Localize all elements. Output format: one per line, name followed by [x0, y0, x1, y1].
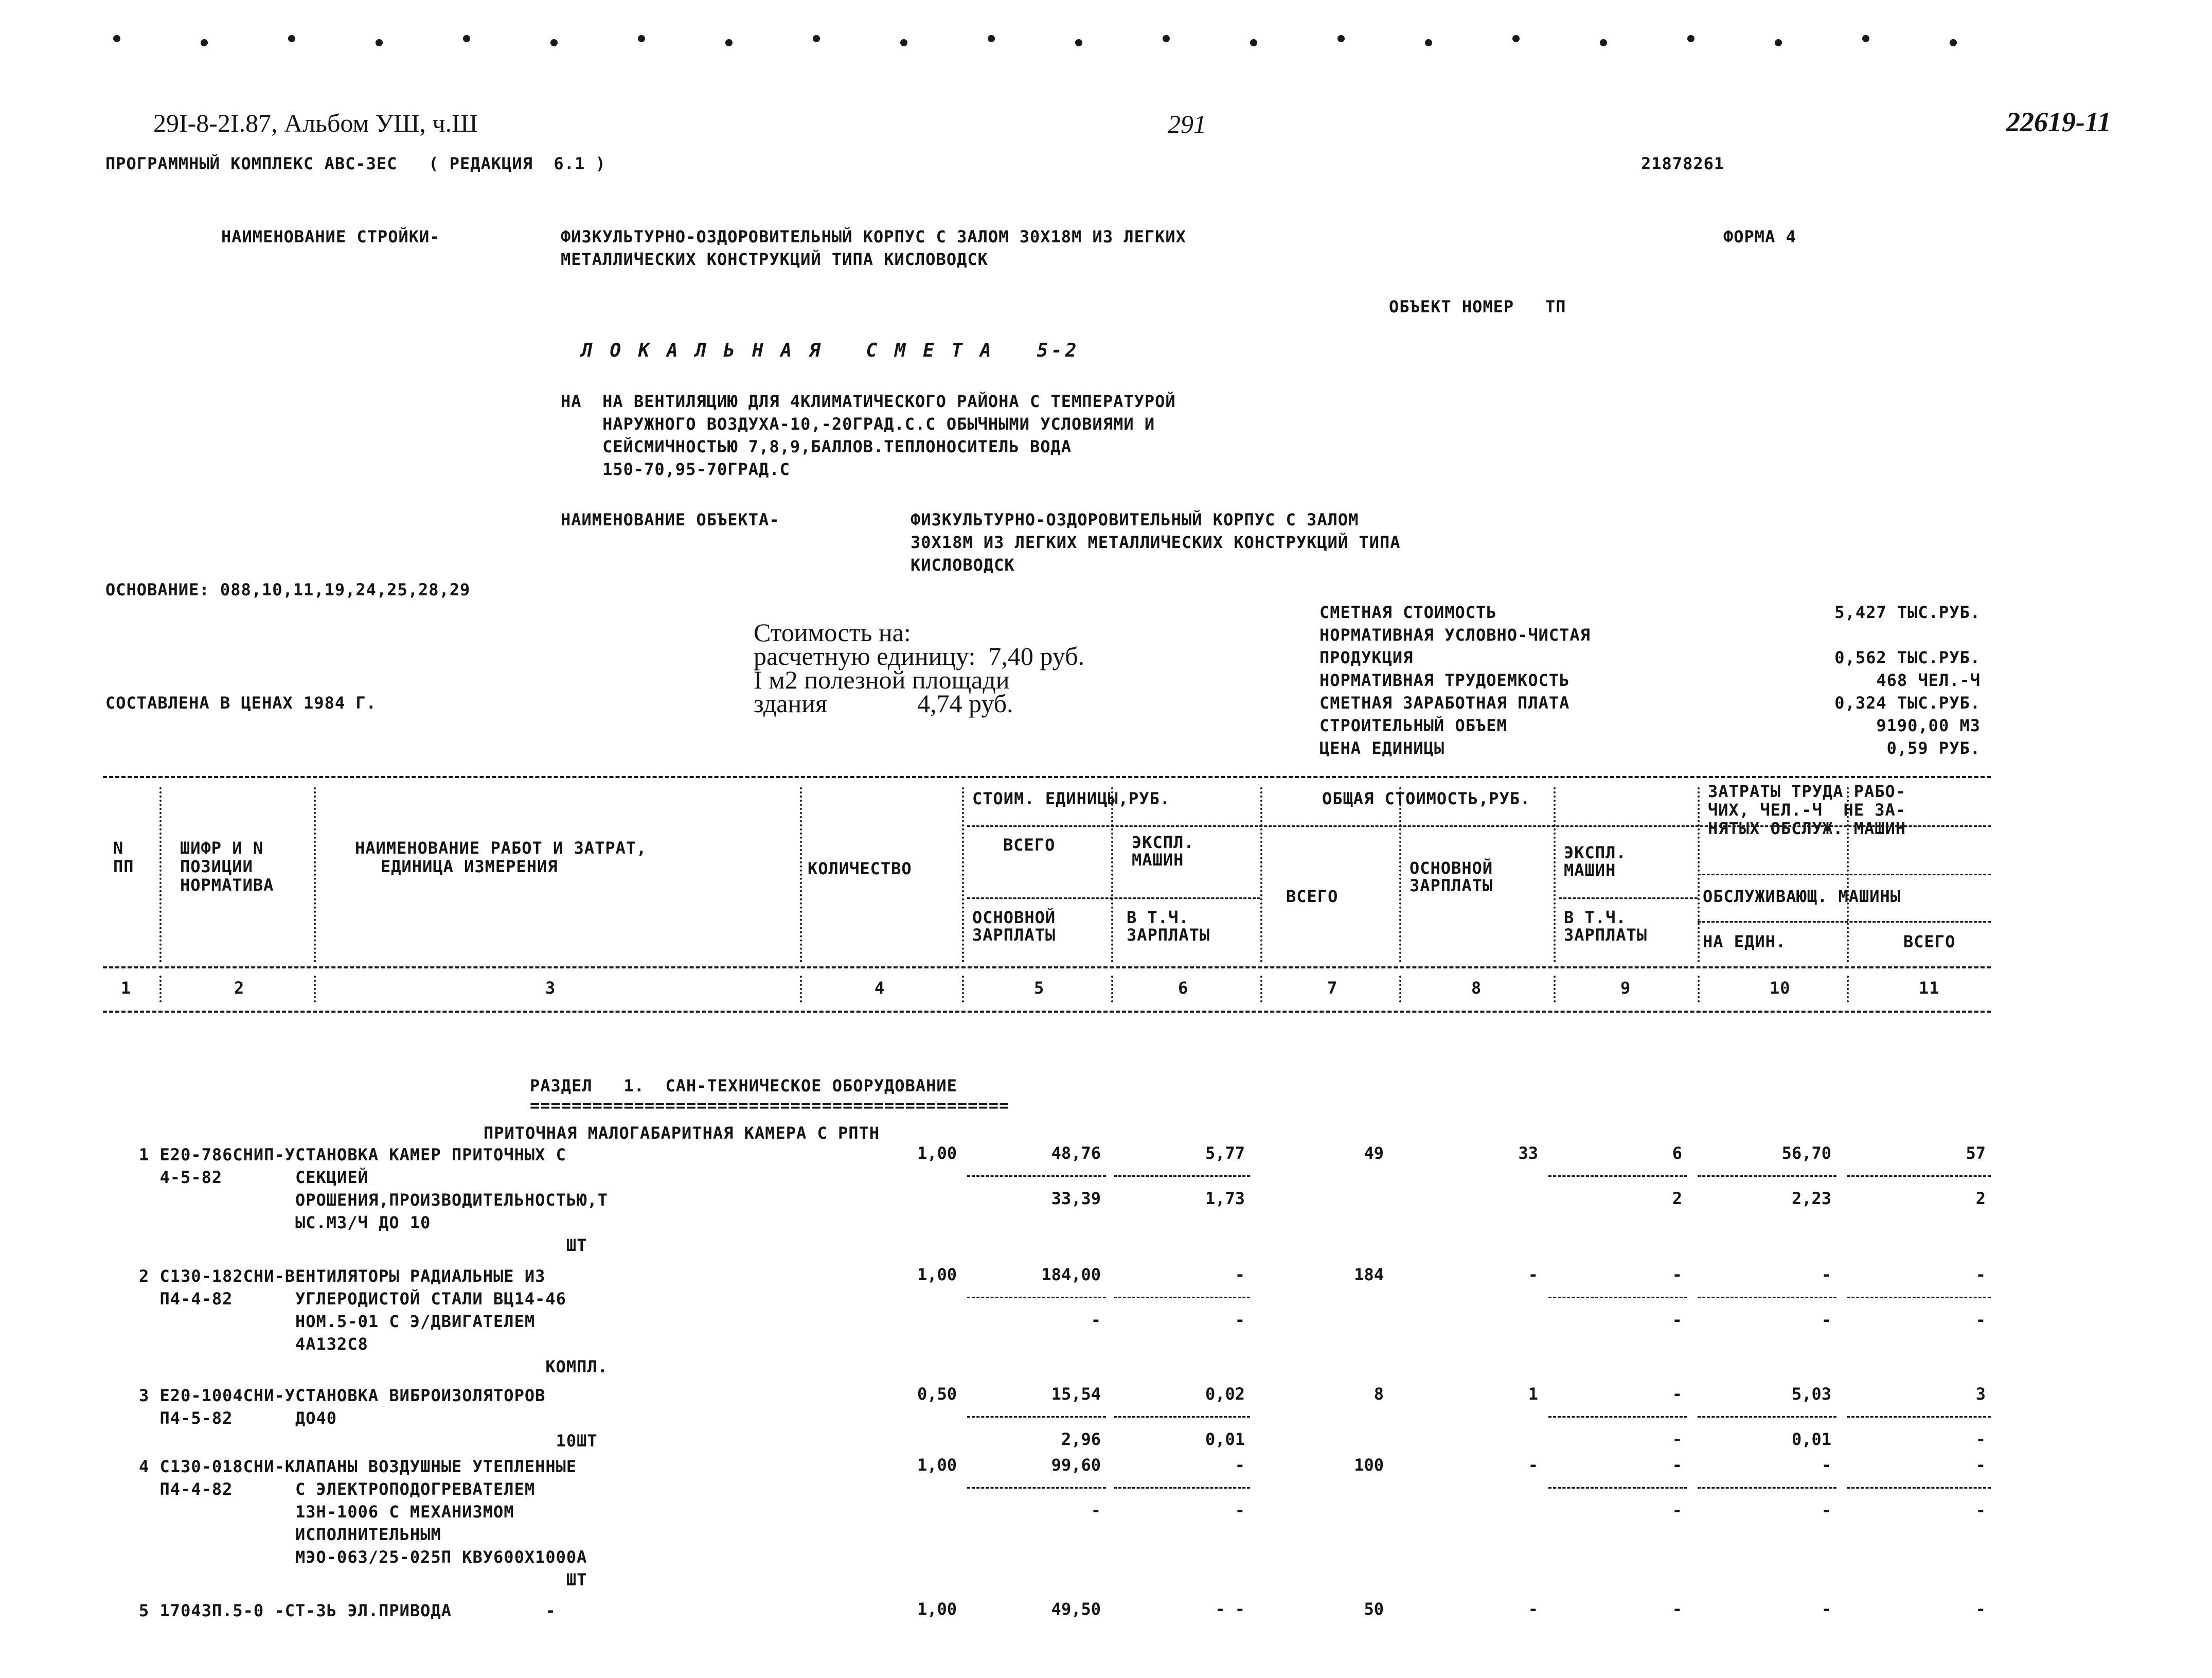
column-separator — [1260, 976, 1262, 1002]
row-wage-value: 2,96 — [1061, 1429, 1101, 1449]
unit-total-header: ВСЕГО — [1003, 835, 1056, 855]
header-labor-subrule-2 — [1698, 921, 1991, 923]
row-subtotal-rule — [1114, 1297, 1250, 1298]
row-text-line: 10ШТ — [139, 1431, 598, 1451]
perforation-dot — [638, 35, 645, 42]
row-machine-wage-value: 1,73 — [1205, 1189, 1245, 1208]
cost-box — [754, 597, 1084, 739]
row-subtotal-rule — [967, 1297, 1106, 1298]
row-value-c10: - — [1821, 1599, 1831, 1619]
row-labor-per-unit: 0,01 — [1791, 1429, 1831, 1449]
row-subtotal-rule — [967, 1416, 1106, 1418]
row-text-line: П4-5-82 ДО40 — [139, 1408, 337, 1428]
row-text-line: 4А132С8 — [139, 1334, 368, 1354]
header-machines-subrule — [1559, 897, 1698, 899]
row-value-c11: 3 — [1975, 1384, 1986, 1404]
row-subtotal-rule — [967, 1487, 1106, 1489]
row-subtotal-rule — [1698, 1175, 1836, 1177]
row-text-line: НОМ.5-01 С Э/ДВИГАТЕЛЕМ — [139, 1312, 536, 1331]
row-subtotal-rule — [1548, 1297, 1687, 1298]
row-labor-per-unit: - — [1821, 1310, 1831, 1330]
labor-total-header: ВСЕГО — [1903, 932, 1956, 951]
column-separator — [1399, 787, 1401, 962]
perforation-dot — [550, 39, 558, 46]
row-value-c7: 50 — [1364, 1599, 1384, 1619]
column-separator — [314, 787, 316, 962]
summary-labels — [1319, 601, 1591, 759]
row-text-line: 1 Е20-786СНИП-УСТАНОВКА КАМЕР ПРИТОЧНЫХ С — [139, 1145, 566, 1164]
row-value-c8: - — [1528, 1455, 1538, 1475]
row-text-line: ШТ — [139, 1570, 587, 1589]
construction-value-1: ФИЗКУЛЬТУРНО-ОЗДОРОВИТЕЛЬНЫЙ КОРПУС С ЗАЛОМ 30Х18М ИЗ ЛЕГКИХ — [561, 227, 1186, 246]
row-subtotal-rule — [1114, 1416, 1250, 1418]
perforation-dot — [376, 39, 383, 46]
row-machine-wage-value: 0,01 — [1205, 1429, 1245, 1449]
row-total-machine-wage: - — [1672, 1310, 1682, 1330]
column-separator — [1554, 787, 1556, 962]
form-number: ФОРМА 4 — [1723, 227, 1796, 246]
row-value-c11: 57 — [1966, 1143, 1986, 1163]
purpose-line-3: СЕЙСМИЧНОСТЬЮ 7,8,9,БАЛЛОВ.ТЕПЛОНОСИТЕЛЬ ВОДА — [561, 437, 1072, 456]
row-subtotal-rule — [967, 1175, 1106, 1177]
perforation-dot — [1512, 35, 1520, 42]
purpose-line-2: НАРУЖНОГО ВОЗДУХА-10,-20ГРАД.С.С ОБЫЧНЫМИ УСЛОВИЯМИ И — [561, 414, 1155, 434]
row-value-c11: - — [1975, 1265, 1986, 1284]
perforation-dot — [1862, 35, 1869, 42]
album-reference: 29I-8-2I.87, Альбом УШ, ч.Ш — [153, 109, 478, 137]
row-value-c5: 184,00 — [1041, 1265, 1101, 1284]
row-value-c9: - — [1672, 1599, 1682, 1619]
column-separator — [962, 787, 964, 962]
perforation-dot — [201, 39, 208, 46]
labor-per-unit-header: НА ЕДИН. — [1703, 932, 1787, 951]
total-machine-wage-header: В Т.Ч. ЗАРПЛАТЫ — [1564, 908, 1648, 945]
col-code-header: ШИФР И N ПОЗИЦИИ НОРМАТИВА — [180, 838, 274, 895]
perforation-dot — [1950, 39, 1957, 46]
column-separator — [1847, 976, 1849, 1002]
row-text-line: 4 С130-018СНИ-КЛАПАНЫ ВОЗДУШНЫЕ УТЕПЛЕННЫЕ — [139, 1457, 577, 1476]
object-number: ОБЪЕКТ НОМЕР ТП — [1389, 297, 1566, 316]
summary-value: 468 ЧЕЛ.-Ч — [1876, 670, 1981, 690]
section-title: РАЗДЕЛ 1. САН-ТЕХНИЧЕСКОЕ ОБОРУДОВАНИЕ — [530, 1076, 957, 1096]
total-machines-header: ЭКСПЛ. МАШИН — [1564, 843, 1627, 880]
perforation-dot — [725, 39, 733, 46]
perforation-dot — [988, 35, 995, 42]
row-text-line: П4-4-82 С ЭЛЕКТРОПОДОГРЕВАТЕЛЕМ — [139, 1479, 536, 1499]
construction-label: НАИМЕНОВАНИЕ СТРОЙКИ- — [221, 227, 440, 246]
table-row — [139, 1265, 608, 1378]
column-number: 5 — [1034, 978, 1045, 998]
labor-machines-header: ОБСЛУЖИВАЮЩ. МАШИНЫ — [1703, 887, 1901, 906]
column-number: 9 — [1620, 978, 1631, 998]
row-text-line: 2 С130-182СНИ-ВЕНТИЛЯТОРЫ РАДИАЛЬНЫЕ ИЗ — [139, 1266, 546, 1286]
perforation-dot — [113, 35, 120, 42]
table-bottom-rule — [103, 1011, 1991, 1013]
row-machine-wage-value: - — [1235, 1500, 1245, 1520]
row-value-c11: - — [1975, 1455, 1986, 1475]
perforation-dot — [1075, 39, 1082, 46]
row-labor-total: - — [1975, 1429, 1986, 1449]
row-wage-value: - — [1091, 1310, 1101, 1330]
cost-line-3: I м2 полезной площади — [754, 665, 1010, 694]
row-quantity: 0,50 — [917, 1384, 957, 1404]
object-value-1: ФИЗКУЛЬТУРНО-ОЗДОРОВИТЕЛЬНЫЙ КОРПУС С ЗАЛОМ — [911, 510, 1359, 529]
column-number: 3 — [545, 978, 556, 998]
col-quantity-header: КОЛИЧЕСТВО — [808, 859, 912, 878]
summary-value: 0,59 РУБ. — [1886, 738, 1981, 758]
cost-line-4: здания 4,74 руб. — [754, 689, 1013, 718]
row-text-line: 4-5-82 СЕКЦИЕЙ — [139, 1168, 368, 1187]
row-subtotal-rule — [1114, 1175, 1250, 1177]
column-number: 10 — [1770, 978, 1791, 998]
column-separator — [800, 976, 802, 1002]
column-separator — [1111, 976, 1113, 1002]
row-subtotal-rule — [1548, 1175, 1687, 1177]
row-wage-value: 33,39 — [1051, 1189, 1101, 1208]
table-header-rule — [103, 966, 1991, 968]
row-value-c5: 15,54 — [1051, 1384, 1101, 1404]
row-text-line: ЫС.М3/Ч ДО 10 — [139, 1213, 431, 1232]
perforation-dot — [900, 39, 907, 46]
summary-label: ПРОДУКЦИЯ — [1319, 648, 1414, 667]
row-value-c6: - - — [1215, 1599, 1245, 1619]
total-cost-header: ОБЩАЯ СТОИМОСТЬ,РУБ. — [1322, 789, 1531, 808]
row-text-line: 3 Е20-1004СНИ-УСТАНОВКА ВИБРОИЗОЛЯТОРОВ — [139, 1386, 546, 1405]
column-number: 11 — [1919, 978, 1940, 998]
unit-cost-header: СТОИМ. ЕДИНИЦЫ,РУБ. — [972, 789, 1171, 808]
summary-label: НОРМАТИВНАЯ УСЛОВНО-ЧИСТАЯ — [1319, 625, 1591, 645]
row-text-line: КОМПЛ. — [139, 1357, 608, 1376]
row-value-c7: 184 — [1354, 1265, 1384, 1284]
column-separator — [1554, 976, 1556, 1002]
row-value-c6: 0,02 — [1205, 1384, 1245, 1404]
row-value-c9: - — [1672, 1384, 1682, 1404]
unit-machines-header: ЭКСПЛ. МАШИН — [1132, 833, 1194, 870]
row-total-machine-wage: - — [1672, 1429, 1682, 1449]
section-underline: ============================================== — [530, 1096, 1010, 1115]
column-separator — [1111, 787, 1113, 962]
row-text-line: ШТ — [139, 1235, 587, 1255]
row-wage-value: - — [1091, 1500, 1101, 1520]
row-text-line: ИСПОЛНИТЕЛЬНЫМ — [139, 1525, 441, 1544]
header-labor-subrule — [1698, 874, 1991, 875]
perforation-dot — [1687, 35, 1694, 42]
table-row — [139, 1599, 556, 1622]
program-line: ПРОГРАММНЫЙ КОМПЛЕКС АВС-3ЕС ( РЕДАКЦИЯ 6.1 ) — [105, 154, 606, 173]
row-text-line: П4-4-82 УГЛЕРОДИСТОЙ СТАЛИ ВЦ14-46 — [139, 1289, 566, 1309]
row-subtotal-rule — [1114, 1487, 1250, 1489]
row-value-c10: 56,70 — [1781, 1143, 1831, 1163]
perforation-dot — [463, 35, 470, 42]
table-row — [139, 1455, 587, 1591]
perforation-dot — [1163, 35, 1170, 42]
row-value-c9: - — [1672, 1265, 1682, 1284]
row-labor-per-unit: - — [1821, 1500, 1831, 1520]
summary-value: 9190,00 М3 — [1876, 716, 1981, 735]
header-subrule — [967, 825, 1991, 827]
column-number: 2 — [234, 978, 245, 998]
col-name-header: НАИМЕНОВАНИЕ РАБОТ И ЗАТРАТ, ЕДИНИЦА ИЗМЕРЕНИЯ — [355, 838, 647, 876]
program-code: 21878261 — [1641, 154, 1725, 173]
row-value-c6: - — [1235, 1265, 1245, 1284]
perforation-dot — [1337, 35, 1345, 42]
summary-label: ЦЕНА ЕДИНИЦЫ — [1319, 738, 1445, 758]
column-separator — [1399, 976, 1401, 1002]
summary-value: 0,562 ТЫС.РУБ. — [1834, 648, 1981, 667]
row-value-c8: 1 — [1528, 1384, 1538, 1404]
row-text-line: 13Н-1006 С МЕХАНИЗМОМ — [139, 1502, 514, 1522]
row-value-c6: 5,77 — [1205, 1143, 1245, 1163]
perforation-dot — [288, 35, 295, 42]
column-number: 8 — [1471, 978, 1482, 998]
row-value-c8: - — [1528, 1599, 1538, 1619]
summary-value — [1646, 624, 1981, 646]
row-value-c10: - — [1821, 1265, 1831, 1284]
row-labor-total: - — [1975, 1310, 1986, 1330]
basis-line: ОСНОВАНИЕ: 088,10,11,19,24,25,28,29 — [105, 580, 471, 599]
labor-header: ЗАТРАТЫ ТРУДА РАБО- ЧИХ, ЧЕЛ.-Ч НЕ ЗА- НЯТЫХ ОБСЛУЖ. МАШИН — [1708, 782, 1906, 838]
row-value-c7: 100 — [1354, 1455, 1384, 1475]
row-total-machine-wage: 2 — [1672, 1189, 1682, 1208]
row-value-c5: 99,60 — [1051, 1455, 1101, 1475]
row-text-line: ОРОШЕНИЯ,ПРОИЗВОДИТЕЛЬНОСТЬЮ,Т — [139, 1190, 608, 1210]
purpose-line-1: НА НА ВЕНТИЛЯЦИЮ ДЛЯ 4КЛИМАТИЧЕСКОГО РАЙОНА С ТЕМПЕРАТУРОЙ — [561, 392, 1176, 411]
row-value-c7: 49 — [1364, 1143, 1384, 1163]
perforation-dot — [1600, 39, 1607, 46]
cost-line-2: расчетную единицу: 7,40 руб. — [754, 642, 1085, 670]
row-value-c11: - — [1975, 1599, 1986, 1619]
column-number: 6 — [1178, 978, 1189, 998]
summary-label: СМЕТНАЯ ЗАРАБОТНАЯ ПЛАТА — [1319, 693, 1570, 713]
summary-label: СТРОИТЕЛЬНЫЙ ОБЪЕМ — [1319, 716, 1507, 735]
table-row — [139, 1143, 608, 1257]
perforation-dot — [1425, 39, 1432, 46]
row-value-c6: - — [1235, 1455, 1245, 1475]
price-basis-line: СОСТАВЛЕНА В ЦЕНАХ 1984 Г. — [105, 693, 377, 713]
row-labor-per-unit: 2,23 — [1791, 1189, 1831, 1208]
column-separator — [1260, 787, 1262, 962]
column-separator — [159, 976, 162, 1002]
perforation-dot — [1250, 39, 1257, 46]
page-number: 291 — [1168, 110, 1206, 138]
row-labor-total: 2 — [1975, 1189, 1986, 1208]
row-total-machine-wage: - — [1672, 1500, 1682, 1520]
table-row — [139, 1384, 598, 1452]
row-subtotal-rule — [1847, 1175, 1991, 1177]
row-text-line: МЭО-063/25-025П КВУ600Х1000А — [139, 1547, 587, 1567]
row-machine-wage-value: - — [1235, 1310, 1245, 1330]
cost-line-1: Стоимость на: — [754, 618, 911, 647]
row-labor-total: - — [1975, 1500, 1986, 1520]
row-quantity: 1,00 — [917, 1143, 957, 1163]
column-number: 4 — [875, 978, 885, 998]
row-value-c8: - — [1528, 1265, 1538, 1284]
row-subtotal-rule — [1698, 1297, 1836, 1298]
header-unit-subrule — [967, 897, 1260, 899]
row-quantity: 1,00 — [917, 1455, 957, 1475]
estimate-title: Л О К А Л Ь Н А Я С М Е Т А 5-2 — [581, 340, 1080, 361]
column-separator — [962, 976, 964, 1002]
unit-machine-wage-header: В Т.Ч. ЗАРПЛАТЫ — [1127, 908, 1210, 945]
row-value-c5: 49,50 — [1051, 1599, 1101, 1619]
column-separator — [159, 787, 162, 962]
row-value-c5: 48,76 — [1051, 1143, 1101, 1163]
object-value-3: КИСЛОВОДСК — [911, 555, 1015, 575]
object-value-2: 30Х18М ИЗ ЛЕГКИХ МЕТАЛЛИЧЕСКИХ КОНСТРУКЦИЙ ТИПА — [911, 533, 1401, 552]
row-subtotal-rule — [1847, 1297, 1991, 1298]
document-code: 22619-11 — [2006, 107, 2112, 137]
row-subtotal-rule — [1548, 1487, 1687, 1489]
row-value-c10: 5,03 — [1791, 1384, 1831, 1404]
row-value-c9: - — [1672, 1455, 1682, 1475]
row-quantity: 1,00 — [917, 1265, 957, 1284]
summary-value: 0,324 ТЫС.РУБ. — [1834, 693, 1981, 713]
purpose-line-4: 150-70,95-70ГРАД.С — [561, 460, 790, 479]
row-subtotal-rule — [1847, 1416, 1991, 1418]
col-number-header: N ПП — [113, 838, 134, 876]
row-value-c9: 6 — [1672, 1143, 1682, 1163]
summary-label: НОРМАТИВНАЯ ТРУДОЕМКОСТЬ — [1319, 670, 1570, 690]
construction-value-2: МЕТАЛЛИЧЕСКИХ КОНСТРУКЦИЙ ТИПА КИСЛОВОДСК — [561, 250, 988, 269]
row-subtotal-rule — [1698, 1416, 1836, 1418]
perforation-dot — [1775, 39, 1782, 46]
perforation-dot — [813, 35, 820, 42]
row-text-line: 5 17043П.5-0 -СТ-ЗЬ ЭЛ.ПРИВОДА - — [139, 1601, 556, 1620]
total-all-header: ВСЕГО — [1286, 887, 1339, 906]
row-value-c10: - — [1821, 1455, 1831, 1475]
summary-label: СМЕТНАЯ СТОИМОСТЬ — [1319, 603, 1497, 622]
row-value-c7: 8 — [1373, 1384, 1384, 1404]
row-subtotal-rule — [1698, 1487, 1836, 1489]
column-separator — [314, 976, 316, 1002]
column-separator — [800, 787, 802, 962]
summary-value: 5,427 ТЫС.РУБ. — [1834, 603, 1981, 622]
column-number: 7 — [1327, 978, 1338, 998]
section-subtitle: ПРИТОЧНАЯ МАЛОГАБАРИТНАЯ КАМЕРА С РПТН — [484, 1123, 880, 1143]
unit-wage-header: ОСНОВНОЙ ЗАРПЛАТЫ — [972, 908, 1056, 945]
column-number: 1 — [121, 978, 132, 998]
summary-values — [1646, 601, 1981, 759]
row-subtotal-rule — [1847, 1487, 1991, 1489]
row-subtotal-rule — [1548, 1416, 1687, 1418]
row-quantity: 1,00 — [917, 1599, 957, 1619]
column-separator — [1698, 976, 1700, 1002]
table-top-rule — [103, 776, 1991, 778]
total-wage-header: ОСНОВНОЙ ЗАРПЛАТЫ — [1410, 858, 1493, 895]
object-label: НАИМЕНОВАНИЕ ОБЪЕКТА- — [561, 510, 780, 529]
row-value-c8: 33 — [1518, 1143, 1538, 1163]
